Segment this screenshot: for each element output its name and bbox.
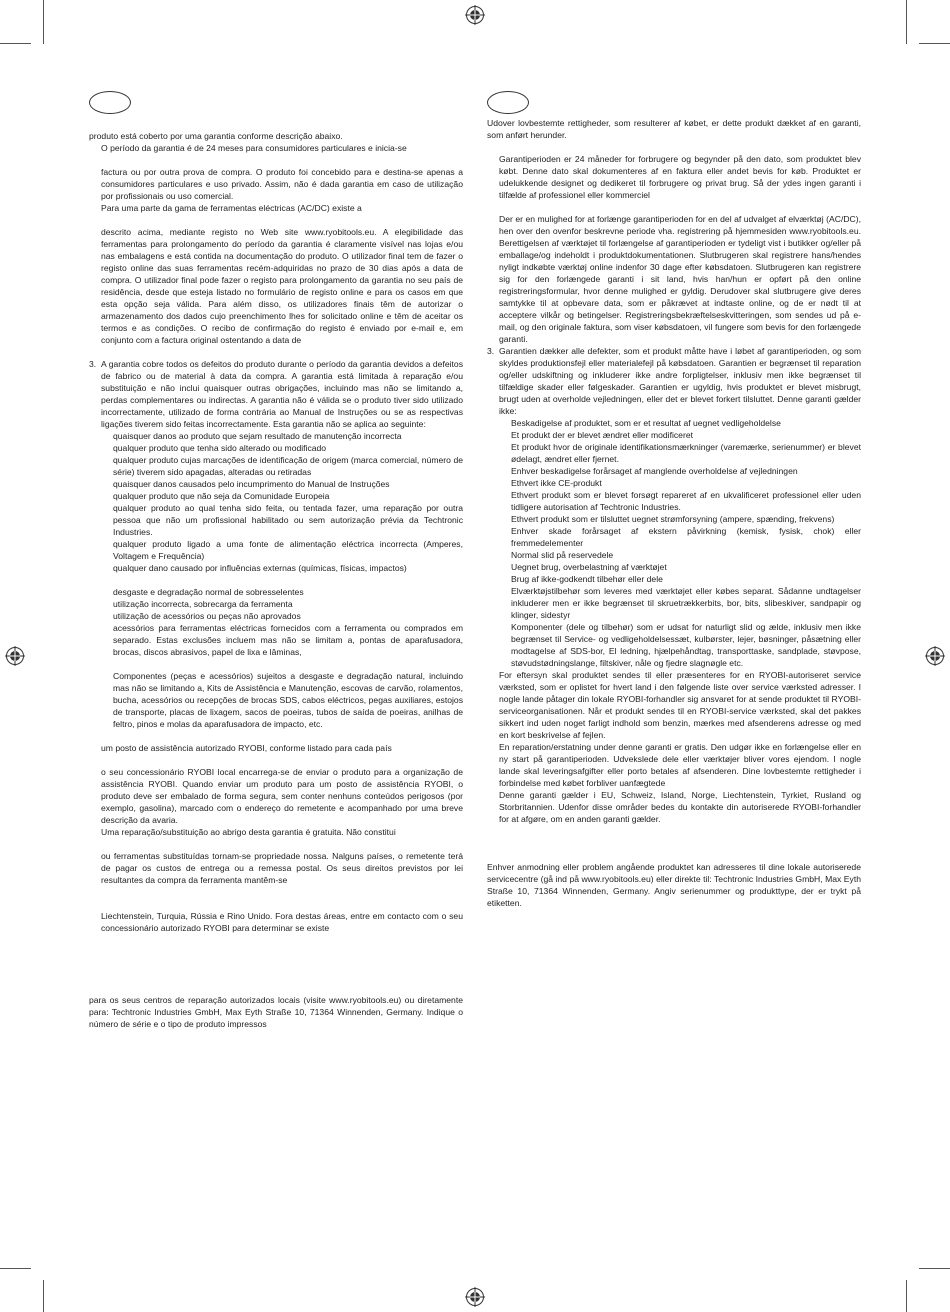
spacer [487,825,861,861]
paragraph: Komponenter (dele og tilbehør) som er udsat for naturligt slid og ælde, inklusiv men ikke begrænset til Service- og vedligeholdelsessæt, kulbørster, lejer, bøsninger, påsætning eller modtagelse af SDS-bor, El ledning, hjælpehåndtag, transporttaske, sandplade, støvpose, støvudstødningslange, filtskiver, nåle og fjedre slagnøgle etc. [511,622,861,668]
paragraph: Ethvert produkt som er tilsluttet uegnet strømforsyning (ampere, spænding, frekvens) [511,514,835,524]
paragraph: Para uma parte da gama de ferramentas eléctricas (AC/DC) existe a [101,203,362,213]
paragraph: Componentes (peças e acessórios) sujeitos a desgaste e degradação natural, incluindo mas não se limitando a, Kits de Assistência e Manutenção, escovas de carvão, rolamentos, bucha, acessórios ou recepções de brocas SDS, cabos eléctricos, pegas auxiliares, estojos de transporte, placas de lixagem, sacos de poeiras, tubos de saída de poeiras, anilhas de feltro, pinos e molas da aparafusadora de impacto, etc. [113,671,463,729]
registration-mark-icon [465,5,485,25]
paragraph-text: Garantien dækker alle defekter, som et produkt måtte have i løbet af garantiperioden, og som skyldes produktionsfejl eller materialefejl på købsdatoen. Garantien er begrænset til reparation og/eller udskiftning og inkluderer ikke andre forpligtelser, inklusiv men ikke begrænset til tilfældige skader eller følgeskader. Garantien er ugyldig, hvis produktet er blevet misbrugt, brugt uden at overholde vejledningen, eller det er blevet forkert tilsluttet. Denne garanti gælder ikke: [499,346,861,416]
paragraph [487,345,861,417]
language-badge-left [89,91,131,114]
paragraph: Enhver anmodning eller problem angående produktet kan adresseres til dine lokale autoriserede servicecentre (gå ind på www.ryobitools.eu) eller direkte til: Techtronic Industries GmbH, Max Eyth Straße 10, 71364 Winnenden, Germany. Angiv serienummer og produkttype, der er trykt på etiketten. [487,862,861,908]
item-number: 3. [487,346,495,356]
paragraph: qualquer produto cujas marcações de identificação de origem (marca comercial, número de série) tiverem sido apagadas, alteradas ou retiradas [113,455,463,477]
paragraph: qualquer produto ligado a uma fonte de alimentação eléctrica incorrecta (Amperes, Voltagem e Frequência) [113,539,463,561]
spacer [89,730,463,742]
paragraph: quaisquer danos ao produto que sejam resultado de manutenção incorrecta [113,431,402,441]
paragraph: Udover lovbestemte rettigheder, som resulterer af købet, er dette produkt dækket af en garanti, som anført herunder. [487,118,861,140]
paragraph: um posto de assistência autorizado RYOBI, conforme listado para cada país [101,743,392,753]
spacer [89,214,463,226]
spacer [89,574,463,586]
paragraph: Der er en mulighed for at forlænge garantiperioden for en del af udvalget af elværktøj (AC/DC), hen over den ovenfor beskrevne periode vha. registrering på hjemmesiden www.ryobitools.eu. Berettigelsen af værktøjet til forlængelse af garantiperioden er tydeligt vist i butikker og/eller på emballage/og indeholdt i produktdokumentationen. Slutbrugeren skal registrere hans/hendes nyligt indkøbte værktøj online indenfor 30 dage efter købsdatoen. Slutbrugeren kan registrere sig for den forlængede garanti i sit land, hvis han/hun er opført på den online registreringsformular, hvor denne mulighed er gyldig. Derudover skal slutbrugere give deres samtykke til at opbevare data, som er påkrævet at indtaste online, og de er nødt til at acceptere vilkår og betingelser. Registreringsbekræftelseskvitteringen, som sendes ud på e-mail, og den originale faktura, som viser købsdatoen, vil fungere som bevis for den forlængede garanti. [499,214,861,344]
language-badge-right [487,91,529,114]
crop-mark [906,1280,907,1312]
paragraph: Denne garanti gælder i EU, Schweiz, Island, Norge, Liechtenstein, Tyrkiet, Rusland og Storbritannien. Udenfor disse områder bedes du kontakte din autoriserede RYOBI-forhandler for at afgøre, om en anden garanti gælder. [499,790,861,824]
crop-mark [0,43,31,44]
paragraph: Elværktøjstilbehør som leveres med værktøjet eller købes separat. Sådanne undtagelser inkluderer men er ikke begrænset til skruetrækkerbits, bor, bits, slibeskiver, sandpapir og klinger, sidestyr [511,586,861,620]
paragraph: quaisquer danos causados pelo incumprimento do Manual de Instruções [113,479,390,489]
spacer [89,754,463,766]
registration-mark-icon [925,646,945,666]
spacer [89,934,463,994]
paragraph: Uma reparação/substituição ao abrigo desta garantia é gratuita. Não constitui [101,827,396,837]
paragraph-text: A garantia cobre todos os defeitos do produto durante o período da garantia devidos a defeitos de fabrico ou de material à data da compra. A garantia está limitada à reparação e/ou substituição e não inclui quaisquer outras obrigações, incluindo mas não se limitando a, perdas complementares ou indirectas. A garantia não é válida se o produto tiver sido utilizado incorrectamente, utilizado de forma contrária ao Manual de Instruções ou se as respectivas ligações tiverem sido feitas incorrectamente. Esta garantia não se aplica ao seguinte: [101,359,463,429]
paragraph: para os seus centros de reparação autorizados locais (visite www.ryobitools.eu) ou diretamente para: Techtronic Industries GmbH, Max Eyth Straße 10, 71364 Winnenden, Germany. Indique o número de série e o tipo de produto impressos [89,995,463,1029]
paragraph: ou ferramentas substituídas tornam-se propriedade nossa. Nalguns países, o remetente terá de pagar os custos de entrega ou a remessa postal. Os seus direitos previstos por lei resultantes da compra da ferramenta mantêm-se [101,851,463,885]
paragraph: qualquer produto que não seja da Comunidade Europeia [113,491,330,501]
paragraph: Liechtenstein, Turquia, Rússia e Rino Unido. Fora destas áreas, entre em contacto com o seu concessionário autorizado RYOBI para determinar se existe [101,911,463,933]
paragraph: Enhver beskadigelse forårsaget af manglende overholdelse af vejledningen [511,466,798,476]
paragraph: qualquer dano causado por influências externas (químicas, físicas, impactos) [113,563,407,573]
spacer [487,141,861,153]
paragraph: qualquer produto ao qual tenha sido feita, ou tentada fazer, uma reparação por outra pessoa que não um profissional habilitado ou sem autorização prévia da Techtronic Industries. [113,503,463,537]
paragraph: factura ou por outra prova de compra. O produto foi concebido para e destina-se apenas a consumidores particulares e uso privado. Assim, não é dada garantia em caso de utilização por profissionais ou uso comercial. [101,167,463,201]
crop-mark [906,0,907,44]
crop-mark [0,1268,31,1269]
paragraph [89,358,463,430]
spacer [89,346,463,358]
paragraph: utilização de acessórios ou peças não aprovados [113,611,301,621]
spacer [487,201,861,213]
paragraph: o seu concessionário RYOBI local encarrega-se de enviar o produto para a organização de assistência RYOBI. Quando enviar um produto para um posto de assistência RYOBI, o produto deve ser embalado de forma segura, sem conter nenhuns conteúdos perigosos (por exemplo, gasolina), marcado com o endereço do remetente e acompanhado por uma breve descrição da avaria. [101,767,463,825]
spacer [89,154,463,166]
paragraph: descrito acima, mediante registo no Web site www.ryobitools.eu. A elegibilidade das ferramentas para prolongamento do período da garantia é claramente visível nas lojas e/ou nas embalagens e está contida na documentação do produto. O utilizador final tem de fazer o registo online das suas ferramentas recém-adquiridas no prazo de 30 dias após a data de compra. O utilizador final pode fazer o registo para prolongamento da garantia no seu país de residência, desde que esteja listado no formulário de registo online e para os casos em que esta opção seja válida. Para além disso, os utilizadores finais têm de autorizar o armazenamento dos dados cujo preenchimento lhes for solicitado online e têm de aceitar os termos e as condições. O recibo de confirmação do registo é enviado por e-mail e, em conjunto com a factura original ostentando a data de [101,227,463,345]
paragraph: O período da garantia é de 24 meses para consumidores particulares e inicia-se [101,143,407,153]
crop-mark [43,1280,44,1312]
paragraph: qualquer produto que tenha sido alterado ou modificado [113,443,327,453]
spacer [89,886,463,910]
spacer [89,838,463,850]
paragraph: Brug af ikke-godkendt tilbehør eller dele [511,574,663,584]
paragraph: produto está coberto por uma garantia conforme descrição abaixo. [89,131,343,141]
paragraph: Ethvert produkt som er blevet forsøgt repareret af en ukvalificeret professionel eller uden tidligere autorisation af Techtronic Industries. [511,490,861,512]
paragraph: Et produkt der er blevet ændret eller modificeret [511,430,693,440]
paragraph: En reparation/erstatning under denne garanti er gratis. Den udgør ikke en forlængelse eller en ny start på garantiperioden. Udvekslede dele eller værktøjer bliver vores ejendom. I nogle lande skal leveringsafgifter eller porto betales af afsenderen. Dine lovbestemte rettigheder i forbindelse med købet forbliver uanfægtede [499,742,861,788]
paragraph: Uegnet brug, overbelastning af værktøjet [511,562,667,572]
paragraph: Beskadigelse af produktet, som er et resultat af uegnet vedligeholdelse [511,418,781,428]
item-number: 3. [89,359,97,369]
spacer [89,658,463,670]
crop-mark [919,1268,950,1269]
crop-mark [919,43,950,44]
column-portuguese [89,130,463,1030]
paragraph: acessórios para ferramentas eléctricas fornecidos com a ferramenta ou comprados em separado. Estas exclusões incluem mas não se limitam a, pontas de aparafusadora, brocas, discos abrasivos, papel de lixa e lâminas, [113,623,463,657]
paragraph: utilização incorrecta, sobrecarga da ferramenta [113,599,293,609]
paragraph: Ethvert ikke CE-produkt [511,478,602,488]
paragraph: Et produkt hvor de originale identifikationsmærkninger (varemærke, serienummer) er blevet ødelagt, ændret eller fjernet. [511,442,861,464]
paragraph: desgaste e degradação normal de sobresselentes [113,587,304,597]
paragraph: For eftersyn skal produktet sendes til eller præsenteres for en RYOBI-autoriseret service værksted, som er oplistet for hvert land i den følgende liste over service værksted adresser. I nogle lande påtager din lokale RYOBI-forhandler sig ansvaret for at sende produktet til RYOBI-serviceorganisationen. Når et produkt sendes til en RYOBI-service værksted, skal det pakkes sikkert ind uden noget farligt indhold som benzin, mærkes med afsenderens adresse og med en kort beskrivelse af fejlen. [499,670,861,740]
crop-mark [43,0,44,44]
paragraph: Garantiperioden er 24 måneder for forbrugere og begynder på den dato, som produktet blev købt. Denne dato skal dokumenteres af en faktura eller andet bevis for køb. Produktet er udelukkende designet og dedikeret til forbrugere og privat brug. Så der ydes ingen garanti i tilfælde af professionel eller kommerciel [499,154,861,200]
paragraph: Normal slid på reservedele [511,550,614,560]
paragraph: Enhver skade forårsaget af ekstern påvirkning (kemisk, fysisk, chok) eller fremmedelementer [511,526,861,548]
registration-mark-icon [5,646,25,666]
column-danish [487,117,861,909]
registration-mark-icon [465,1287,485,1307]
